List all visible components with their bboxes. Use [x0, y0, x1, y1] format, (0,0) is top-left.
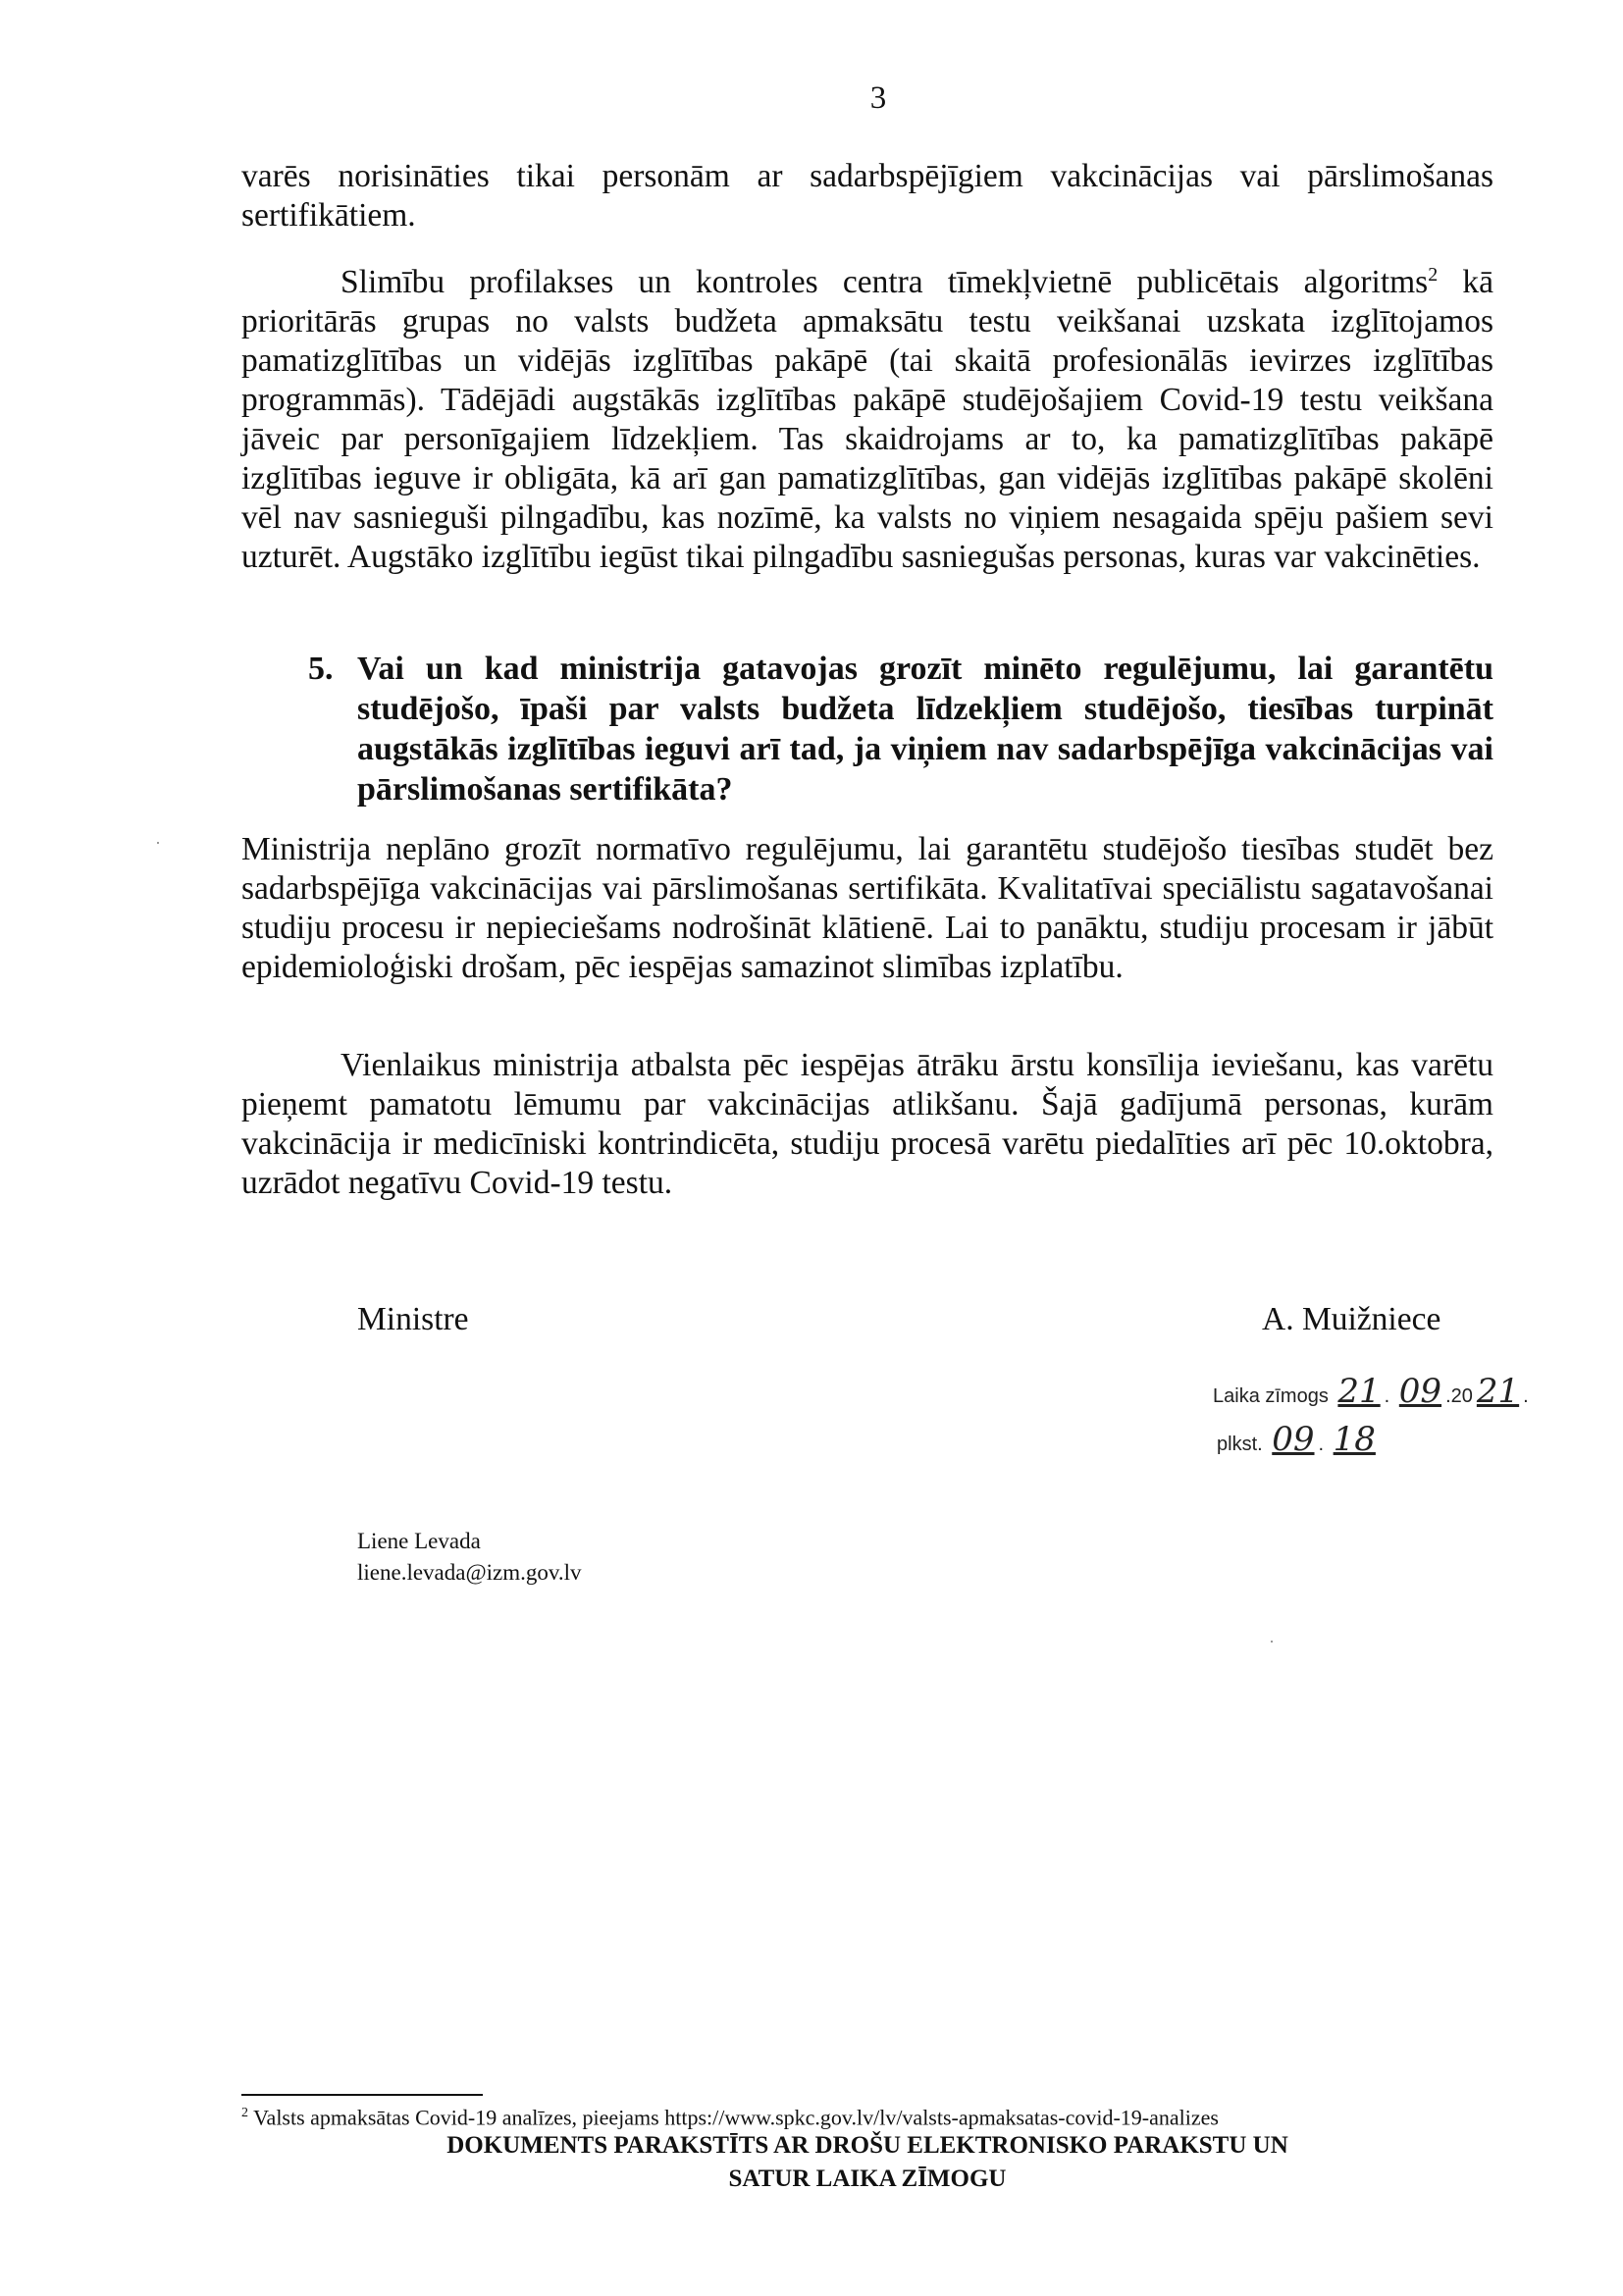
time-stamp-date-line: Laika zīmogs 21 . 09 .20 21 . [1213, 1372, 1529, 1411]
paragraph-2-start: Slimību profilakses un kontroles centra tīmekļvietnē publicētais algoritms [340, 264, 1429, 301]
time-stamp [1213, 1370, 1529, 1466]
question-text: Vai un kad ministrija gatavojas grozīt minēto regulējumu, lai garantētu studējošo, īpaši par valsts budžeta līdzekļiem studējošo, tiesības turpināt augstākās izglītības ieguvi arī tad, ja viņiem nav sadarbspējīga vakcinācijas vai pārslimošanas sertifikāta? [357, 651, 1493, 808]
signatory-name: A. Muižniece [1262, 1301, 1441, 1337]
scan-speck [1271, 1641, 1273, 1643]
paragraph-2-rest: kā prioritārās grupas no valsts budžeta apmaksātu testu veikšanai uzskata izglītojamos pamatizglītības un vidējās izglītības pakāpē (tai skaitā profesionālās ievirzes izglītības programmās). Tādējādi augstākās izglītības pakāpē studējošajiem Covid-19 testu veikšana jāveic par personīgajiem līdzekļiem. Tas skaidrojams ar to, ka pamatizglītības pakāpē izglītības ieguve ir obligāta, kā arī gan pamatizglītības, gan vidējās izglītības pakāpē skolēni vēl nav sasnieguši pilngadību, kas nozīmē, ka valsts no viņiem nesagaida spēju pašiem sevi uzturēt. Augstāko izglītību iegūst tikai pilngadību sasniegušas personas, kuras var vakcinēties. [241, 264, 1493, 576]
question-5 [308, 649, 1493, 809]
e-signature-notice-line-1: DOKUMENTS PARAKSTĪTS AR DROŠU ELEKTRONISKO PARAKSTU UN [446, 2132, 1288, 2159]
footnote [241, 2099, 1517, 2132]
footnote-divider [241, 2094, 483, 2096]
footnote-ref: 2 [1428, 264, 1439, 286]
contact-block [357, 1526, 582, 1589]
paragraph-algorithm [241, 255, 1493, 577]
paragraph-3: Ministrija neplāno grozīt normatīvo regulējumu, lai garantētu studējošo tiesības studēt bez sadarbspējīga vakcinācijas vai pārslimošanas sertifikāta. Kvalitatīvai speciālistu sagatavošanai studiju procesu ir nepieciešams nodrošināt klātienē. Lai to panāktu, studiju procesam ir jābūt epidemioloģiski drošam, pēc iespējas samazinot slimības izplatību. [241, 831, 1493, 985]
contact-name: Liene Levada [357, 1529, 481, 1553]
footnote-marker: 2 [241, 2106, 248, 2120]
time-stamp-time-line: plkst. 09 . 18 [1213, 1418, 1529, 1466]
time-stamp-label: Laika zīmogs [1213, 1385, 1329, 1407]
paragraph-4: Vienlaikus ministrija atbalsta pēc iespējas ātrāku ārstu konsīlija ieviešanu, kas varētu pieņemt pamatotu lēmumu par vakcinācijas atlikšanu. Šajā gadījumā personas, kurām vakcinācija ir medicīniski kontrindicēta, studiju procesā varētu piedalīties arī pēc 10.oktobra, uzrādot negatīvu Covid-19 testu. [241, 1047, 1493, 1201]
contact-email: liene.levada@izm.gov.lv [357, 1560, 582, 1585]
stamp-hour: 09 [1272, 1420, 1315, 1459]
stamp-year-prefix: 20 [1450, 1385, 1473, 1407]
question-number: 5. [308, 651, 334, 687]
paragraph-continuation [241, 157, 1493, 235]
paragraph-1: varēs norisināties tikai personām ar sadarbspējīgiem vakcinācijas vai pārslimošanas sertifikātiem. [241, 158, 1493, 234]
paragraph-consilium [241, 1046, 1493, 1203]
stamp-year-suffix: 21 [1476, 1372, 1520, 1411]
scan-speck [157, 842, 159, 844]
stamp-minute: 18 [1333, 1420, 1376, 1459]
paragraph-answer [241, 830, 1493, 987]
page-number: 3 [869, 80, 887, 116]
e-signature-notice [241, 2129, 1493, 2196]
stamp-day: 21 [1337, 1372, 1381, 1411]
time-label: plkst. [1217, 1434, 1263, 1455]
e-signature-notice-line-2: SATUR LAIKA ZĪMOGU [728, 2166, 1007, 2192]
signatory-role: Ministre [357, 1301, 469, 1337]
footnote-text: Valsts apmaksātas Covid-19 analīzes, pieejams https://www.spkc.gov.lv/lv/valsts-apmaksatas-covid-19-analizes [253, 2105, 1219, 2130]
stamp-month: 09 [1398, 1372, 1442, 1411]
